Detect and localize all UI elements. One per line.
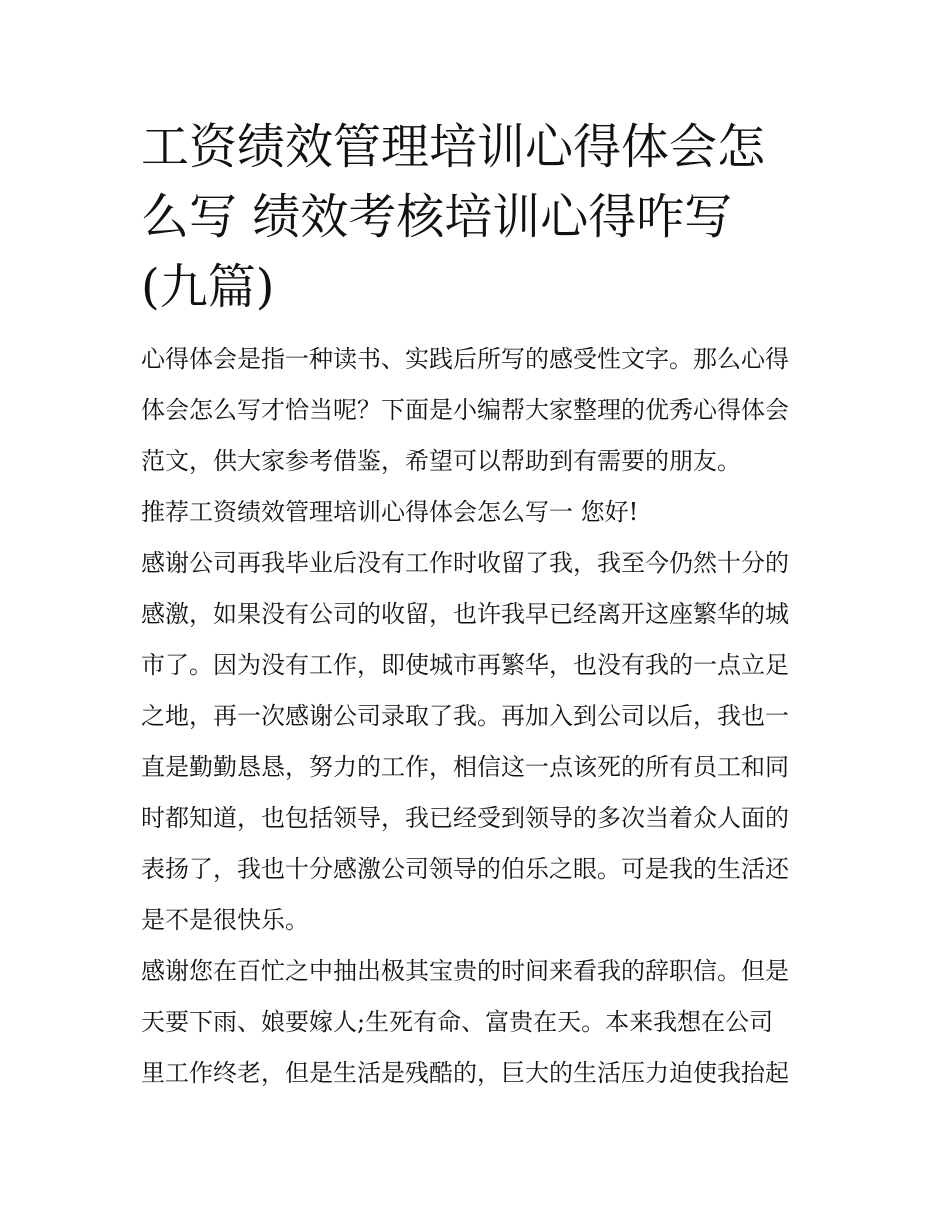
text-line: 是不是很快乐。 bbox=[141, 906, 309, 934]
text-line: 市了。因为没有工作，即使城市再繁华，也没有我的一点立足 bbox=[141, 651, 789, 679]
text-line: 里工作终老，但是生活是残酷的，巨大的生活压力迫使我抬起 bbox=[141, 1059, 789, 1087]
title-line: 么写 绩效考核培训心得咋写 bbox=[141, 189, 733, 245]
intro-paragraph bbox=[141, 334, 813, 487]
text-line: 推荐工资绩效管理培训心得体会怎么写一 您好! bbox=[141, 498, 639, 526]
title-line: (九篇) bbox=[141, 259, 275, 315]
text-line: 感谢您在百忙之中抽出极其宝贵的时间来看我的辞职信。但是 bbox=[141, 957, 789, 985]
document-body bbox=[141, 334, 813, 1099]
text-line: 体会怎么写才恰当呢？下面是小编帮大家整理的优秀心得体会 bbox=[141, 396, 789, 424]
text-line: 时都知道，也包括领导，我已经受到领导的多次当着众人面的 bbox=[141, 804, 789, 832]
text-line: 范文，供大家参考借鉴，希望可以帮助到有需要的朋友。 bbox=[141, 447, 741, 475]
section-heading-paragraph bbox=[141, 487, 813, 538]
body-paragraph bbox=[141, 946, 813, 1099]
text-line: 感谢公司再我毕业后没有工作时收留了我，我至今仍然十分的 bbox=[141, 549, 789, 577]
text-line: 感激，如果没有公司的收留，也许我早已经离开这座繁华的城 bbox=[141, 600, 789, 628]
document-title bbox=[141, 112, 813, 322]
text-line: 直是勤勤恳恳，努力的工作，相信这一点该死的所有员工和同 bbox=[141, 753, 789, 781]
text-line: 表扬了，我也十分感激公司领导的伯乐之眼。可是我的生活还 bbox=[141, 855, 789, 883]
body-paragraph bbox=[141, 538, 813, 946]
text-line: 天要下雨、娘要嫁人;生死有命、富贵在天。本来我想在公司 bbox=[141, 1008, 774, 1036]
text-line: 心得体会是指一种读书、实践后所写的感受性文字。那么心得 bbox=[141, 345, 789, 373]
title-line: 工资绩效管理培训心得体会怎 bbox=[141, 119, 766, 175]
document-page bbox=[141, 112, 813, 1099]
text-line: 之地，再一次感谢公司录取了我。再加入到公司以后，我也一 bbox=[141, 702, 789, 730]
